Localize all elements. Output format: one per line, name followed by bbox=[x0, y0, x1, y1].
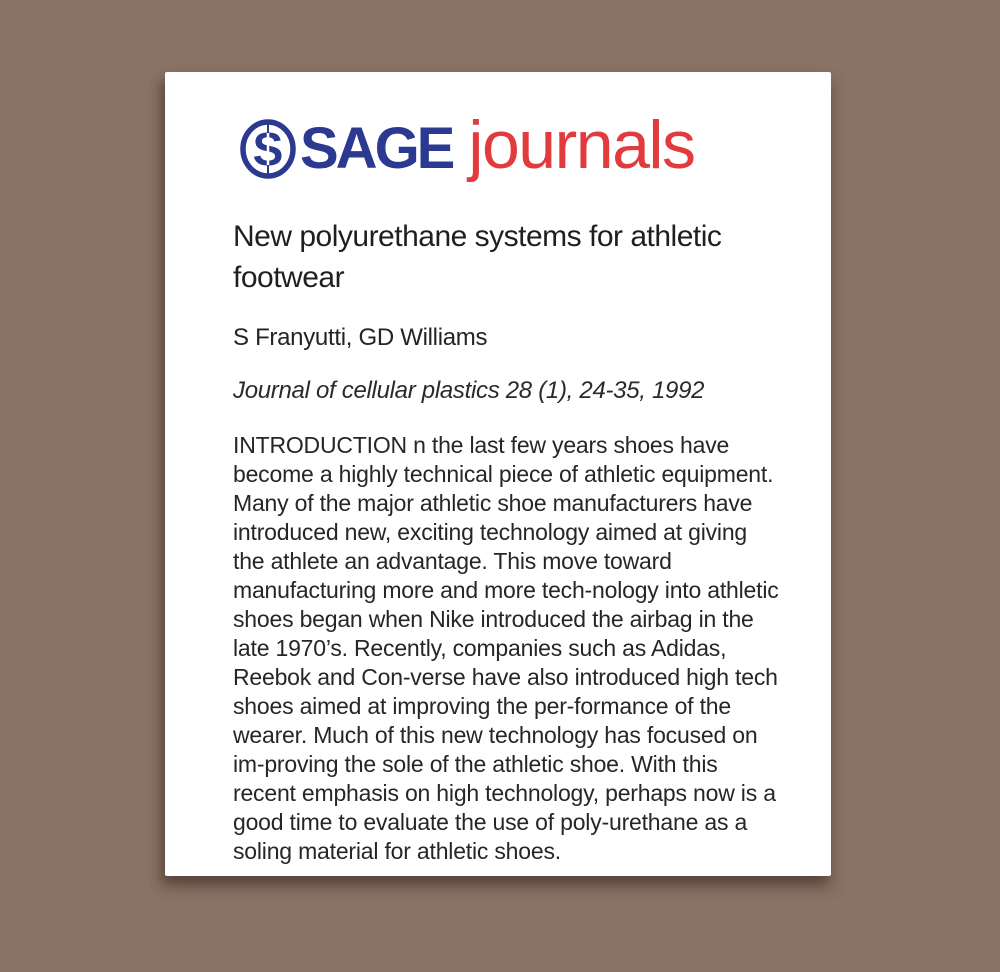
article-source: Journal of cellular plastics 28 (1), 24-35, 1992 bbox=[233, 377, 705, 404]
article-card bbox=[165, 72, 831, 876]
sage-wordmark: SAGE bbox=[300, 116, 453, 181]
article-abstract: INTRODUCTION n the last few years shoes have become a highly technical piece of athletic equipment. Many of the major athletic shoe manufacturers have introduced new, exciting technology aimed at giving the athlete an advantage. This move toward manufacturing more and more tech-nology into athletic shoes began when Nike introduced the airbag in the late 1970’s. Recently, companies such as Adidas, Reebok and Con-verse have also introduced high tech shoes aimed at improving the per-formance of the wearer. Much of this new technology has focused on im-proving the sole of the athletic shoe. With this recent emphasis on high technology, perhaps now is a good time to evaluate the use of poly-urethane as a soling material for athletic shoes. bbox=[233, 432, 779, 864]
sage-s-icon bbox=[239, 119, 297, 184]
sage-journals-logo bbox=[233, 106, 779, 202]
svg-text:S: S bbox=[252, 123, 284, 175]
article-title: New polyurethane systems for athletic footwear bbox=[233, 220, 722, 294]
journals-wordmark: journals bbox=[468, 107, 695, 183]
article-authors: S Franyutti, GD Williams bbox=[233, 324, 488, 351]
